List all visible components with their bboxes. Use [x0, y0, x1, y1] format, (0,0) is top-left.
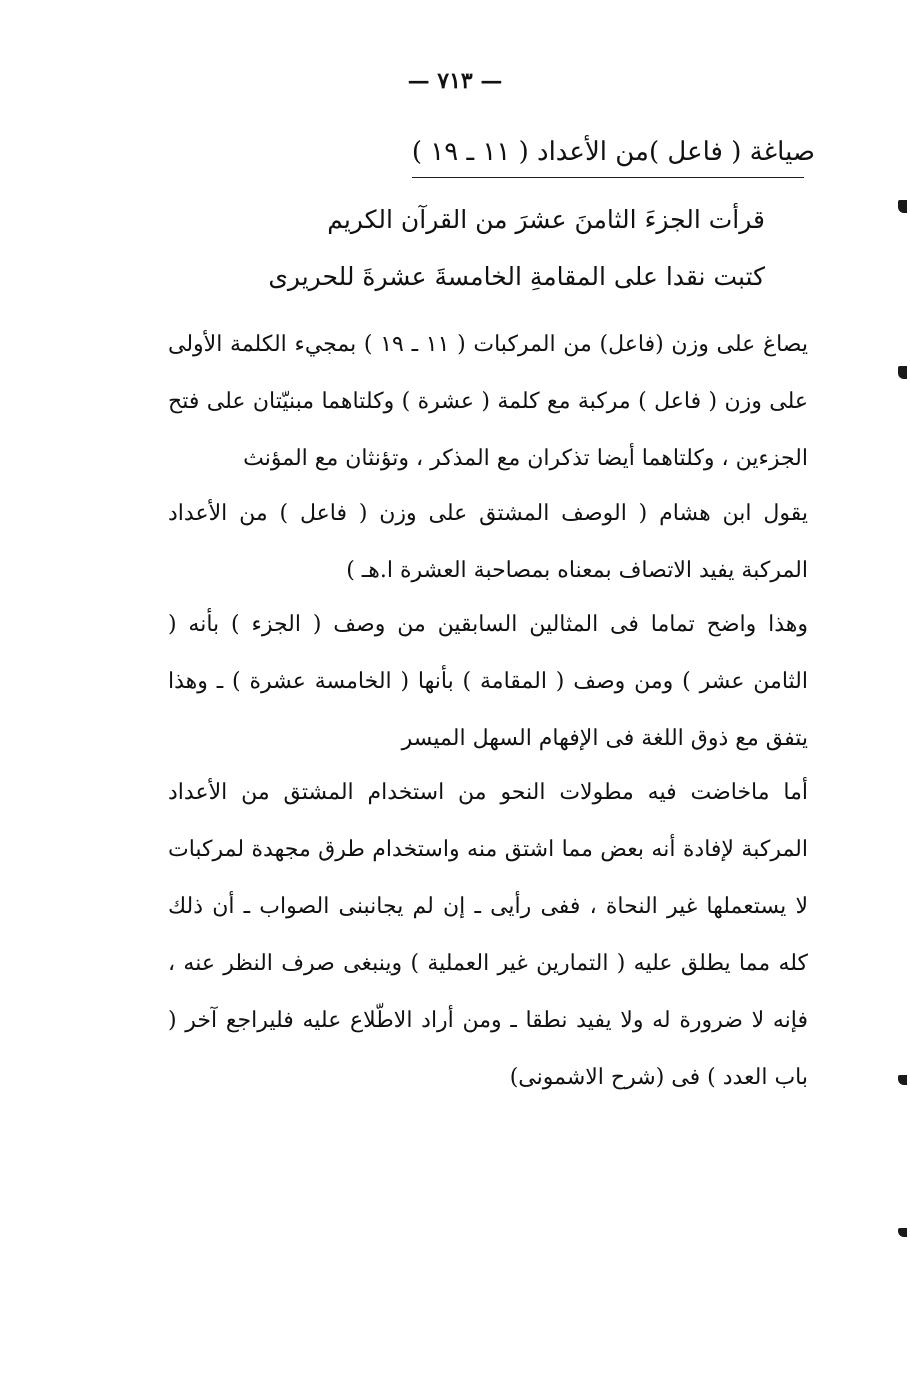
paragraph-4: أما ماخاضت فيه مطولات النحو من استخدام المشتق من الأعداد المركبة لإفادة أنه بعض مما اشتق منه واستخدام طرق مجهدة لمركبات لا يستعملها غير النحاة ، ففى رأيى ـ إن لم يجانبنى الصواب ـ أن ذلك كله مما يطلق عليه ( التمارين غير العملية ) وينبغى صرف النظر عنه ، فإنه لا ضرورة له ولا يفيد نطقا ـ ومن أراد الاطّلاع عليه فليراجع آخر ( باب العدد ) فى (شرح الاشمونى) — [168, 780, 808, 1090]
example-sentence-2: كتبت نقدا على المقامةِ الخامسةَ عشرةَ للحريرى — [268, 262, 765, 291]
paragraph-2: يقول ابن هشام ( الوصف المشتق على وزن ( فاعل ) من الأعداد المركبة يفيد الاتصاف بمعناه بمصاحبة العشرة ا.هـ ) — [168, 501, 808, 583]
scan-margin-mark — [898, 1228, 907, 1237]
section-title: صياغة ( فاعل )من الأعداد ( ١١ ـ ١٩ ) — [411, 137, 815, 167]
title-underline — [412, 177, 804, 178]
page-number: — ٧١٣ — — [407, 68, 503, 94]
example-sentence-1: قرأت الجزءَ الثامنَ عشرَ من القرآن الكريم — [327, 205, 765, 234]
paragraph-1: يصاغ على وزن (فاعل) من المركبات ( ١١ ـ ١٩ ) بمجيء الكلمة الأولى على وزن ( فاعل ) مركبة مع كلمة ( عشرة ) وكلتاهما مبنيّتان على فتح الجزءين ، وكلتاهما أيضا تذكران مع المذكر ، وتؤنثان مع المؤنث — [168, 332, 809, 471]
scan-margin-mark — [898, 1075, 907, 1085]
scan-margin-mark — [898, 200, 907, 213]
scan-margin-mark — [898, 366, 907, 379]
paragraph-3: وهذا واضح تماما فى المثالين السابقين من وصف ( الجزء ) بأنه ( الثامن عشر ) ومن وصف ( المقامة ) بأنها ( الخامسة عشرة ) ـ وهذا يتفق مع ذوق اللغة فى الإفهام السهل الميسر — [168, 612, 808, 751]
